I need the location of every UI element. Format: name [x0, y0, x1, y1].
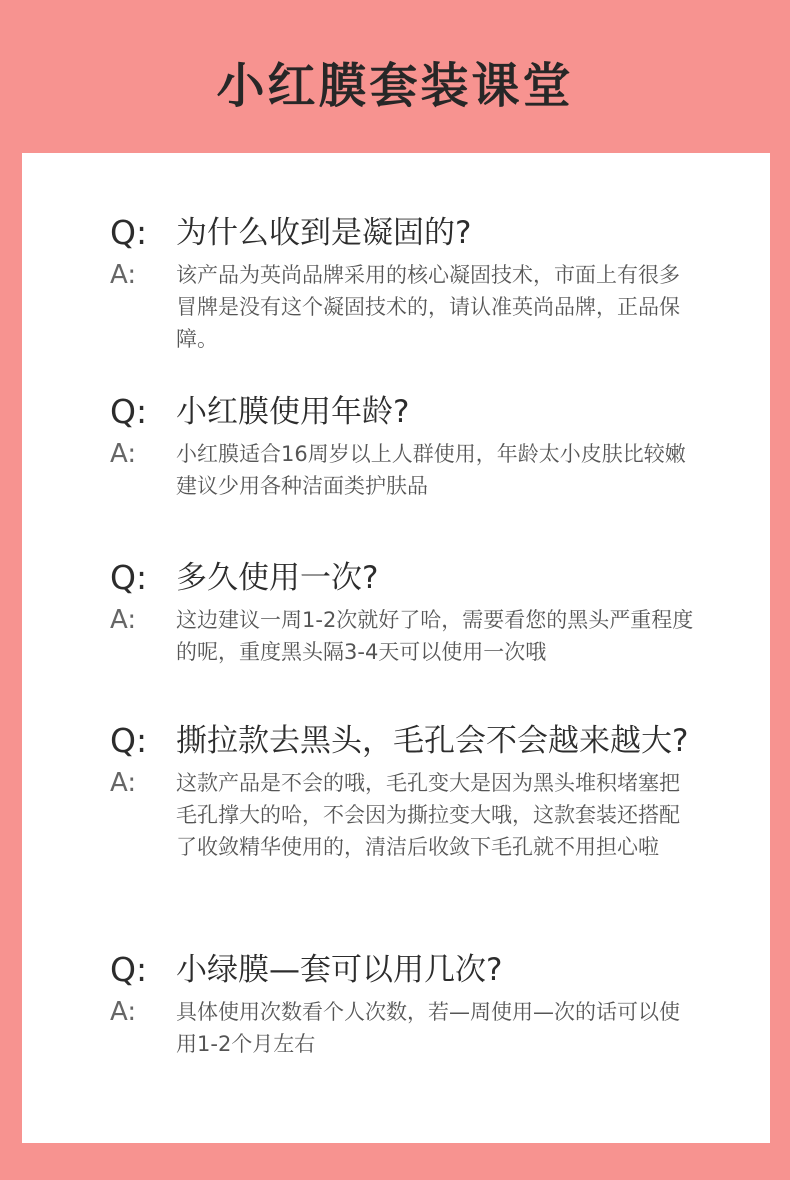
answer-row: [110, 438, 750, 502]
faq-item: [110, 556, 750, 668]
question-row: [110, 948, 750, 992]
answer-label: A:: [110, 997, 137, 1027]
question-label: Q:: [110, 213, 148, 252]
faq-item: [110, 211, 750, 355]
answer-text: 这款产品是不会的哦，毛孔变大是因为黑头堆积堵塞把毛孔撑大的哈，不会因为撕拉变大哦，这款套装还搭配了收敛精华使用的，清洁后收敛下毛孔就不用担心啦: [176, 771, 680, 859]
answer-label: A:: [110, 768, 137, 798]
answer-row: [110, 767, 750, 863]
question-row: [110, 719, 750, 763]
answer-text: 这边建议一周1-2次就好了哈，需要看您的黑头严重程度的呢，重度黑头隔3-4天可以使用一次哦: [176, 608, 694, 664]
page-title: 小红膜套装课堂: [216, 58, 574, 114]
answer-text: 小红膜适合16周岁以上人群使用，年龄太小皮肤比较嫩建议少用各种洁面类护肤品: [176, 442, 686, 498]
question-text: 小绿膜—套可以用几次?: [176, 952, 503, 988]
question-text: 为什么收到是凝固的?: [176, 215, 472, 251]
question-text: 多久使用一次?: [176, 560, 379, 596]
question-text: 撕拉款去黑头，毛孔会不会越来越大?: [176, 723, 689, 759]
answer-row: [110, 996, 750, 1060]
question-label: Q:: [110, 950, 148, 989]
question-label: Q:: [110, 558, 148, 597]
faq-item: [110, 948, 750, 1060]
faq-item: [110, 719, 750, 863]
faq-card: [22, 153, 770, 1143]
question-row: [110, 390, 750, 434]
question-label: Q:: [110, 392, 148, 431]
question-label: Q:: [110, 721, 148, 760]
question-row: [110, 556, 750, 600]
answer-text: 该产品为英尚品牌采用的核心凝固技术，市面上有很多冒牌是没有这个凝固技术的，请认准英尚品牌，正品保障。: [176, 263, 680, 351]
answer-label: A:: [110, 605, 137, 635]
answer-row: [110, 259, 750, 355]
answer-label: A:: [110, 260, 137, 290]
answer-row: [110, 604, 750, 668]
answer-label: A:: [110, 439, 137, 469]
question-row: [110, 211, 750, 255]
question-text: 小红膜使用年龄?: [176, 394, 410, 430]
answer-text: 具体使用次数看个人次数，若—周使用—次的话可以使用1-2个月左右: [176, 1000, 680, 1056]
faq-item: [110, 390, 750, 502]
